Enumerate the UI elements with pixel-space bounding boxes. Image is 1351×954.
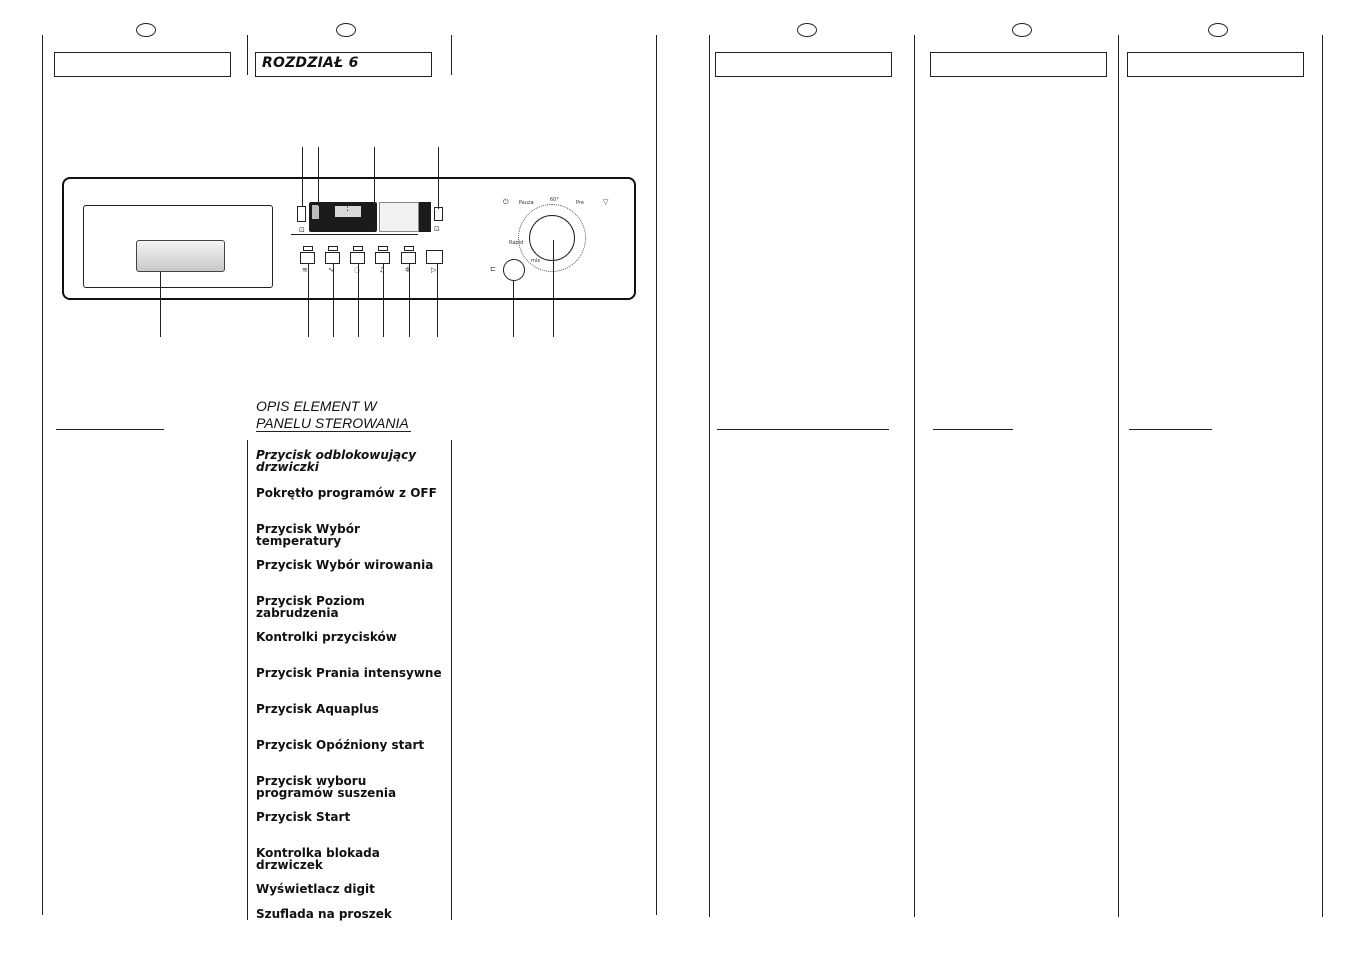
spin-button[interactable] xyxy=(401,252,416,264)
start-icon: ▷ xyxy=(431,266,437,274)
lamp-soil xyxy=(378,246,388,251)
callout-line-drawer xyxy=(160,272,161,337)
lamp-spin xyxy=(404,246,414,251)
lock-icon: ⊡ xyxy=(299,226,305,234)
list-item-button-lamps: Kontrolki przycisków xyxy=(256,630,397,644)
intensive-icon: ≋ xyxy=(302,266,308,274)
right-column-rule-3 xyxy=(1129,429,1212,430)
callout-line-top-3 xyxy=(374,147,375,206)
middle-column-divider-bottom xyxy=(451,440,452,920)
intensive-wash-button[interactable] xyxy=(300,252,315,264)
callout-line-bottom-8 xyxy=(553,240,554,337)
dial-label-60: 60° xyxy=(550,197,559,203)
language-oval-3 xyxy=(797,23,817,37)
list-item-door-lock-lamp: Kontrolka blokada drzwiczek xyxy=(256,846,380,872)
door-release-icon: ⊏ xyxy=(490,265,496,273)
drying-lamp xyxy=(434,207,443,221)
chapter-title: ROZDZIAŁ 6 xyxy=(262,55,359,71)
dial-label-mix: mix xyxy=(531,258,541,264)
display-segment-left xyxy=(312,205,319,219)
dial-label-pre: Pre xyxy=(576,200,584,206)
callout-line-bottom-2 xyxy=(333,264,334,337)
language-oval-4 xyxy=(1012,23,1032,37)
lamp-intensive xyxy=(303,246,313,251)
language-oval-5 xyxy=(1208,23,1228,37)
aquaplus-icon: ∿ xyxy=(328,266,334,274)
right-column-rule-2 xyxy=(933,429,1013,430)
list-item-delayed-start: Przycisk Opóźniony start xyxy=(256,738,425,752)
lamp-aquaplus xyxy=(328,246,338,251)
drying-indicator-strip xyxy=(419,202,431,232)
middle-column-divider-top xyxy=(451,35,452,75)
drawer-handle xyxy=(136,240,225,272)
dial-label-pause: Pauza xyxy=(519,200,534,206)
right-page-line-1 xyxy=(709,35,710,917)
section-heading-line2: PANELU STEROWANIA xyxy=(256,415,409,431)
callout-line-bottom-6 xyxy=(437,264,438,337)
header-box-column-4 xyxy=(930,52,1107,77)
off-icon: ⏻ xyxy=(503,198,509,206)
programme-indicator-strip xyxy=(379,202,419,232)
right-page-line-2 xyxy=(914,35,915,917)
language-oval-2 xyxy=(336,23,356,37)
list-item-start: Przycisk Start xyxy=(256,810,351,824)
left-margin-line xyxy=(42,35,43,915)
right-page-line-4 xyxy=(1322,35,1323,917)
lamp-delay xyxy=(353,246,363,251)
soil-icon: ♫ xyxy=(379,266,386,274)
list-item-door-unlock: Przycisk odblokowujący drzwiczki xyxy=(256,448,417,474)
display-colon: : xyxy=(346,204,350,214)
header-box-column-3 xyxy=(715,52,892,77)
callout-line-bottom-5 xyxy=(409,264,410,337)
right-page-line-3 xyxy=(1118,35,1119,917)
section-heading-line1: OPIS ELEMENT W xyxy=(256,398,377,414)
language-oval-1 xyxy=(136,23,156,37)
list-item-programme-dial: Pokrętło programów z OFF xyxy=(256,486,437,500)
rinse-icon: ▽ xyxy=(603,198,609,206)
callout-line-bottom-1 xyxy=(308,264,309,337)
display-window xyxy=(335,206,361,217)
list-item-temperature: Przycisk Wybór temperatury xyxy=(256,522,360,548)
list-item-spin: Przycisk Wybór wirowania xyxy=(256,558,434,572)
drying-icon: ⊡ xyxy=(434,225,440,233)
delay-icon: ◌ xyxy=(354,266,361,274)
list-item-soil-level: Przycisk Poziom zabrudzenia xyxy=(256,594,365,620)
soil-level-button[interactable] xyxy=(375,252,390,264)
list-item-drying-programmes: Przycisk wyboru programów suszenia xyxy=(256,774,397,800)
right-column-rule-1 xyxy=(717,429,889,430)
chapter-header-box xyxy=(255,52,432,77)
header-box-column-5 xyxy=(1127,52,1304,77)
callout-line-bottom-4 xyxy=(383,264,384,337)
delayed-start-button[interactable] xyxy=(350,252,365,264)
programme-dial[interactable] xyxy=(529,215,575,261)
list-item-detergent-drawer: Szuflada na proszek xyxy=(256,907,392,921)
left-column-rule xyxy=(56,429,164,430)
callout-line-top-2 xyxy=(318,147,319,206)
callout-line-top-4 xyxy=(438,147,439,209)
left-column-divider-top xyxy=(247,35,248,75)
list-item-aquaplus: Przycisk Aquaplus xyxy=(256,702,379,716)
list-item-digit-display: Wyświetlacz digit xyxy=(256,882,375,896)
start-button[interactable] xyxy=(426,250,443,264)
door-lock-lamp xyxy=(297,206,306,222)
door-release-knob[interactable] xyxy=(503,259,525,281)
page-gutter-line xyxy=(656,35,657,915)
left-column-divider-bottom xyxy=(247,440,248,920)
callout-line-bottom-3 xyxy=(358,264,359,337)
aquaplus-button[interactable] xyxy=(325,252,340,264)
callout-line-top-1 xyxy=(302,147,303,206)
spin-icon: ✲ xyxy=(405,266,411,274)
dial-label-rapid: Rapid xyxy=(509,240,524,246)
header-box-column-1 xyxy=(54,52,231,77)
callout-line-bottom-7 xyxy=(513,281,514,337)
list-item-intensive: Przycisk Prania intensywne xyxy=(256,666,442,680)
lamp-group-bracket xyxy=(291,234,418,235)
